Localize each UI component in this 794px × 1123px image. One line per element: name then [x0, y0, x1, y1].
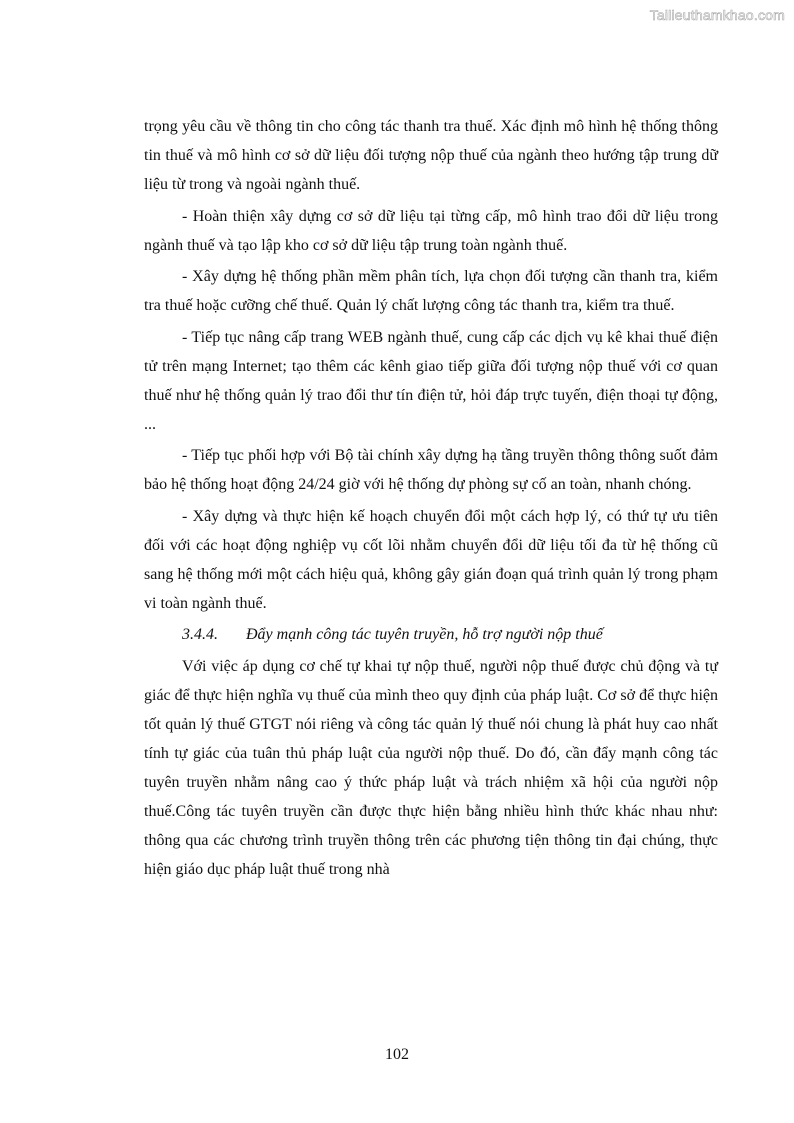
closing-paragraph: Với việc áp dụng cơ chế tự khai tự nộp thuế, người nộp thuế được chủ động và tự giác để thực hiện nghĩa vụ thuế của mình theo quy định của pháp luật. Cơ sở để thực hiện tốt quản lý thuế GTGT nói riêng và công tác quản lý thuế nói chung là phát huy cao nhất tính tự giác của tuân thủ pháp luật của người nộp thuế. Do đó, cần đẩy mạnh công tác tuyên truyền nhằm nâng cao ý thức pháp luật và trách nhiệm xã hội của người nộp thuế.Công tác tuyên truyền cần được thực hiện bằng nhiều hình thức khác nhau như: thông qua các chương trình truyền thông trên các phương tiện thông tin đại chúng, thực hiện giáo dục pháp luật thuế trong nhà	[144, 657, 718, 878]
paragraph-continuation: trọng yêu cầu về thông tin cho công tác thanh tra thuế. Xác định mô hình hệ thống thông tin thuế và mô hình cơ sở dữ liệu đối tượng nộp thuế của ngành theo hướng tập trung dữ liệu từ trong và ngoài ngành thuế.	[144, 118, 718, 193]
bullet-paragraph-web: - Tiếp tục nâng cấp trang WEB ngành thuế, cung cấp các dịch vụ kê khai thuế điện tử trên mạng Internet; tạo thêm các kênh giao tiếp giữa đối tượng nộp thuế với cơ quan thuế như hệ thống quản lý trao đổi thư tín điện tử, hỏi đáp trực tuyến, điện thoại tự động, ...	[144, 328, 718, 433]
page-number: 102	[385, 1046, 409, 1063]
page-body	[144, 112, 718, 886]
bullet-paragraph-conversion: - Xây dựng và thực hiện kế hoạch chuyển đổi một cách hợp lý, có thứ tự ưu tiên đối với các hoạt động nghiệp vụ cốt lõi nhằm chuyển đổi dữ liệu tối đa từ hệ thống cũ sang hệ thống mới một cách hiệu quả, không gây gián đoạn quá trình quản lý trong phạm vi toàn ngành thuế.	[144, 507, 718, 612]
bullet-paragraph-software: - Xây dựng hệ thống phần mềm phân tích, lựa chọn đối tượng cần thanh tra, kiểm tra thuế hoặc cưỡng chế thuế. Quản lý chất lượng công tác thanh tra, kiểm tra thuế.	[144, 268, 718, 314]
bullet-paragraph-database: - Hoàn thiện xây dựng cơ sở dữ liệu tại từng cấp, mô hình trao đổi dữ liệu trong ngành thuế và tạo lập kho cơ sở dữ liệu tập trung toàn ngành thuế.	[144, 207, 718, 254]
section-number: 3.4.4.	[182, 626, 218, 643]
watermark: Tailieuthamkhao.com	[649, 7, 785, 23]
section-title: Đẩy mạnh công tác tuyên truyền, hỗ trợ người nộp thuế	[246, 626, 603, 643]
section-heading	[144, 620, 718, 649]
bullet-paragraph-infrastructure: - Tiếp tục phối hợp với Bộ tài chính xây dựng hạ tầng truyền thông thông suốt đảm bảo hệ thống hoạt động 24/24 giờ với hệ thống dự phòng sự cố an toàn, nhanh chóng.	[144, 447, 718, 493]
